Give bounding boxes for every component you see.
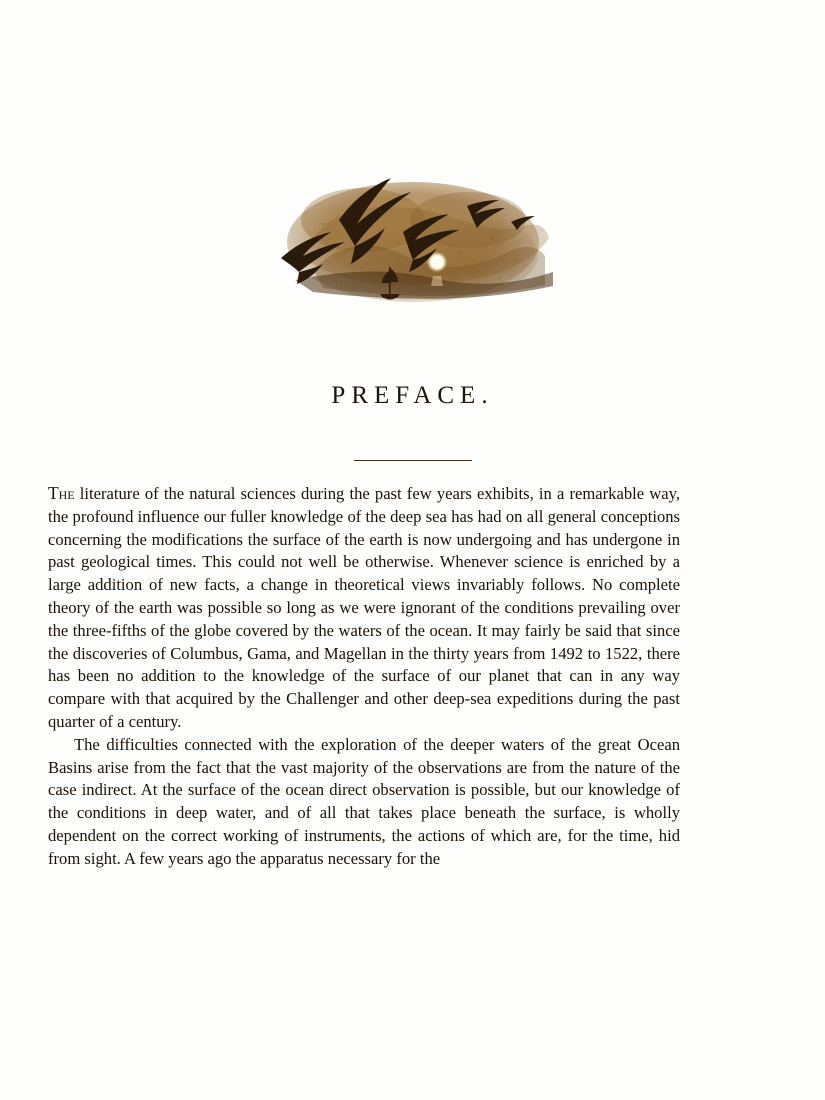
page-title: PREFACE. xyxy=(331,382,494,409)
paragraph-2 xyxy=(48,734,680,871)
paragraph-1 xyxy=(48,482,680,734)
preface-body xyxy=(48,482,680,871)
illustration-container xyxy=(0,160,825,340)
title-divider xyxy=(354,460,472,461)
paragraph-1-text: literature of the natural sciences during the past few years exhibits, in a remarkable way, the profound influence our fuller knowledge of the deep sea has had on all general conceptions concerning the modifications the surface of the earth is now undergoing and has undergone in past geological times. This could not well be otherwise. Whenever science is enriched by a large addition of new facts, a change in theoretical views invariably follows. No complete theory of the earth was possible so long as we were ignorant of the conditions prevailing over the three-fifths of the globe covered by the waters of the ocean. It may fairly be said that since the discoveries of Columbus, Gama, and Magellan in the thirty years from 1492 to 1522, there has been no addition to the knowledge of the surface of our planet that can in any way compare with that acquired by the Challenger and other deep-sea expeditions during the past quarter of a century. xyxy=(48,484,680,731)
swallows-over-sea-at-night-vignette xyxy=(253,160,573,335)
paragraph-2-text: The difficulties connected with the exploration of the deeper waters of the great Ocean Basins arise from the fact that the vast majority of the observations are from the nature of the case indirect. At the surface of the ocean direct observation is possible, but our knowledge of the conditions in deep water, and of all that takes place beneath the surface, is wholly dependent on the correct working of instruments, the actions of which are, for the time, hid from sight. A few years ago the apparatus necessary for the xyxy=(48,734,680,868)
paragraph-1-lead: The xyxy=(48,483,75,503)
title-divider-container xyxy=(0,448,825,466)
